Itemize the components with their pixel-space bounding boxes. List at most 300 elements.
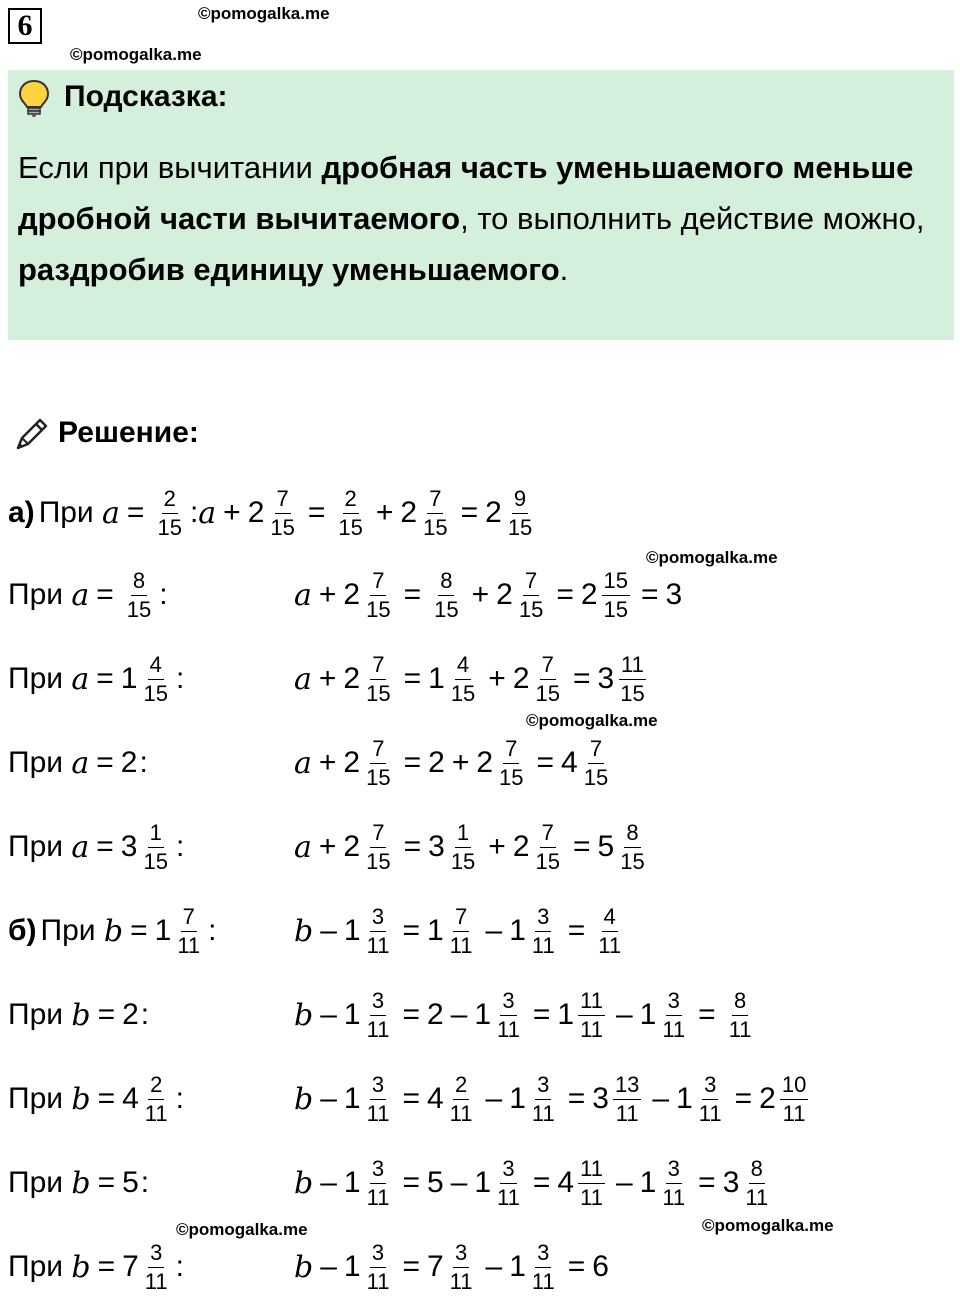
numerator: 8 (732, 990, 748, 1016)
denominator: 11 (366, 1100, 390, 1126)
denominator: 15 (450, 680, 476, 706)
denominator: 15 (507, 514, 533, 540)
colon: : (175, 830, 185, 863)
number: 1 (426, 914, 444, 947)
colon: : (175, 1250, 184, 1283)
denominator: 15 (143, 848, 168, 874)
operator: = (460, 496, 479, 529)
colon: : (140, 1166, 150, 1199)
condition-b3 (8, 1064, 184, 1134)
variable: b (103, 913, 124, 949)
numerator: 2 (343, 488, 359, 514)
operator: = (532, 1166, 551, 1199)
operator: = (96, 830, 114, 863)
denominator: 11 (366, 1268, 390, 1294)
variable: b (71, 1081, 91, 1117)
number: 2 (496, 578, 513, 611)
number: 2 (343, 830, 361, 863)
variable: a (71, 661, 90, 697)
number: 2 (476, 746, 494, 779)
denominator: 11 (662, 1184, 686, 1210)
operator: = (97, 1082, 116, 1115)
number: 4 (557, 1166, 575, 1199)
operator: = (402, 1166, 420, 1199)
operator: + (318, 578, 337, 611)
operator: – (320, 1082, 337, 1115)
number: 6 (592, 1250, 609, 1283)
number: 1 (343, 1082, 361, 1115)
operator: – (320, 1166, 337, 1199)
fraction (517, 567, 545, 622)
number: 2 (485, 496, 502, 529)
denominator: 15 (499, 764, 524, 790)
operator: – (320, 1250, 337, 1283)
condition-b4 (8, 1148, 149, 1218)
denominator: 11 (698, 1100, 722, 1126)
operator: = (698, 998, 716, 1031)
task-number: 6 (8, 8, 42, 44)
numerator: 2 (148, 1074, 164, 1100)
number: 1 (639, 998, 657, 1031)
number: 2 (247, 496, 265, 529)
denominator: 11 (497, 1016, 520, 1042)
fraction (727, 987, 754, 1042)
fraction (364, 735, 392, 790)
operator: + (488, 830, 506, 863)
operator: = (97, 1250, 116, 1283)
operator: – (450, 998, 468, 1031)
number: 1 (509, 914, 526, 947)
number: 1 (509, 1082, 526, 1115)
numerator: 11 (619, 654, 646, 680)
number: 1 (343, 1166, 361, 1199)
operator: = (403, 662, 422, 695)
operator: = (130, 914, 148, 947)
operator: = (567, 914, 586, 947)
denominator: 11 (366, 1016, 390, 1042)
denominator: 15 (434, 596, 459, 622)
denominator: 11 (449, 1100, 473, 1126)
denominator: 15 (366, 764, 391, 790)
operator: – (320, 914, 337, 947)
denominator: 15 (423, 514, 448, 540)
number: 1 (557, 998, 575, 1031)
numerator: 4 (148, 654, 164, 680)
numerator: 3 (370, 1242, 386, 1268)
numerator: 3 (370, 1074, 386, 1100)
colon: : (140, 998, 150, 1031)
fraction (660, 987, 687, 1042)
operator: = (536, 746, 555, 779)
denominator: 11 (144, 1268, 168, 1294)
fraction (141, 819, 169, 874)
number: 2 (580, 578, 598, 611)
numerator: 1 (148, 822, 164, 848)
condition-a2 (8, 560, 168, 630)
operator: – (450, 1166, 468, 1199)
numerator: 3 (666, 990, 682, 1016)
operator: + (471, 578, 490, 611)
denominator: 11 (580, 1016, 603, 1042)
variable: b (294, 913, 314, 949)
pri-word: При (8, 830, 72, 863)
denominator: 11 (531, 932, 555, 958)
number: 2 (343, 662, 361, 695)
colon: : (208, 914, 217, 947)
denominator: 15 (450, 848, 476, 874)
colon: : (175, 662, 185, 695)
denominator: 15 (518, 596, 544, 622)
colon: : (139, 746, 148, 779)
numerator: 7 (181, 906, 197, 932)
expression-a5 (294, 812, 651, 882)
denominator: 15 (620, 848, 645, 874)
denominator: 11 (782, 1100, 806, 1126)
variable: a (294, 577, 312, 613)
pri-word: При (8, 1166, 72, 1199)
variable: b (294, 1249, 314, 1285)
numerator: 8 (438, 570, 454, 596)
numerator: 8 (749, 1158, 765, 1184)
fraction (365, 903, 392, 958)
fraction (364, 651, 392, 706)
number: 1 (474, 1166, 492, 1199)
fraction (143, 1071, 170, 1126)
numerator: 7 (503, 738, 519, 764)
fraction (596, 903, 623, 958)
variable: a (71, 577, 90, 613)
variable: b (71, 997, 91, 1033)
fraction (780, 1071, 808, 1126)
pri-word: При (8, 578, 72, 611)
operator: + (375, 496, 394, 529)
variable: b (294, 1081, 314, 1117)
fraction (141, 651, 169, 706)
operator: – (320, 998, 337, 1031)
numerator: 13 (613, 1074, 641, 1100)
operator: = (556, 578, 574, 611)
number: 1 (154, 914, 172, 947)
operator: + (318, 830, 337, 863)
expression-b1 (294, 896, 627, 966)
denominator: 11 (662, 1016, 686, 1042)
fraction (743, 1155, 770, 1210)
operator: = (573, 662, 591, 695)
denominator: 15 (620, 680, 645, 706)
variable: a (71, 829, 90, 865)
operator: + (488, 662, 506, 695)
numerator: 4 (455, 654, 471, 680)
number: 5 (426, 1166, 444, 1199)
number: 3 (722, 1166, 740, 1199)
fraction (697, 1071, 724, 1126)
denominator: 15 (583, 764, 609, 790)
denominator: 11 (449, 932, 473, 958)
fraction (448, 1239, 475, 1294)
number: 1 (676, 1082, 693, 1115)
numerator: 7 (370, 570, 386, 596)
variable: b (294, 997, 314, 1033)
numerator: 7 (588, 738, 604, 764)
numerator: 7 (427, 488, 443, 514)
operator: = (532, 998, 551, 1031)
operator: + (318, 746, 337, 779)
denominator: 15 (126, 596, 152, 622)
number: 3 (120, 830, 138, 863)
operator: + (223, 496, 241, 529)
condition-b5 (8, 1232, 184, 1302)
denominator: 11 (580, 1184, 603, 1210)
operator: = (402, 914, 420, 947)
denominator: 15 (603, 596, 629, 622)
hint-text: Если при вычитании дробная часть уменьшаемого меньше дробной части вычитаемого, то выполнить действие можно, раздробив единицу уменьшаемого. (18, 150, 925, 287)
denominator: 11 (598, 932, 622, 958)
number: 5 (122, 1166, 139, 1199)
operator: = (307, 496, 326, 529)
fraction (618, 651, 646, 706)
operator: = (97, 998, 116, 1031)
variable: a (294, 745, 312, 781)
pri-word: При (38, 496, 103, 529)
colon: : (175, 1082, 184, 1115)
operator: = (97, 1166, 116, 1199)
numerator: 7 (453, 906, 469, 932)
numerator: 7 (540, 654, 556, 680)
numerator: 3 (370, 906, 386, 932)
fraction (582, 735, 610, 790)
number: 7 (122, 1250, 139, 1283)
number: 1 (343, 914, 361, 947)
fraction (660, 1155, 687, 1210)
fraction (143, 1239, 170, 1294)
numerator: 7 (523, 570, 539, 596)
fraction (336, 485, 364, 540)
number: 1 (474, 998, 492, 1031)
operator: – (615, 998, 633, 1031)
denominator: 15 (366, 848, 391, 874)
numerator: 3 (702, 1074, 718, 1100)
watermark: ©pomogalka.me (176, 1220, 308, 1239)
numerator: 2 (162, 488, 178, 514)
expression-a3 (294, 644, 651, 714)
fraction (365, 1155, 392, 1210)
operator: – (615, 1166, 633, 1199)
operator: = (96, 578, 114, 611)
operator: = (403, 830, 422, 863)
operator: + (451, 746, 470, 779)
fraction (448, 1071, 475, 1126)
operator: = (402, 998, 420, 1031)
numerator: 7 (275, 488, 291, 514)
condition-a1 (8, 478, 538, 548)
pri-word: При (8, 1082, 72, 1115)
watermark: ©pomogalka.me (198, 4, 330, 23)
numerator: 3 (500, 990, 516, 1016)
denominator: 11 (449, 1268, 473, 1294)
number: 2 (343, 746, 361, 779)
number: 3 (592, 1082, 609, 1115)
operator: – (485, 1082, 503, 1115)
fraction (365, 1239, 392, 1294)
numerator: 10 (780, 1074, 808, 1100)
number: 2 (512, 830, 530, 863)
fraction (578, 1155, 605, 1210)
operator: = (96, 746, 114, 779)
condition-a5 (8, 812, 184, 882)
operator: = (403, 578, 422, 611)
expression-b5 (294, 1232, 609, 1302)
numerator: 3 (370, 1158, 386, 1184)
fraction (613, 1071, 641, 1126)
numerator: 11 (578, 990, 605, 1016)
fraction (365, 987, 392, 1042)
numerator: 11 (578, 1158, 605, 1184)
denominator: 15 (157, 514, 182, 540)
watermark: ©pomogalka.me (646, 548, 778, 567)
fraction (497, 735, 525, 790)
numerator: 7 (370, 654, 386, 680)
numerator: 3 (148, 1242, 164, 1268)
part-label: а) (8, 496, 35, 529)
denominator: 11 (366, 1184, 390, 1210)
denominator: 11 (144, 1100, 168, 1126)
part-label: б) (8, 914, 37, 947)
numerator: 3 (370, 990, 386, 1016)
lightbulb-icon (16, 78, 52, 118)
variable: a (71, 745, 90, 781)
numerator: 7 (370, 738, 386, 764)
operator: = (567, 1250, 586, 1283)
pri-word: При (8, 1250, 72, 1283)
operator: = (698, 1166, 716, 1199)
denominator: 11 (531, 1268, 555, 1294)
denominator: 15 (535, 848, 560, 874)
denominator: 15 (535, 680, 560, 706)
expression-b3 (294, 1064, 812, 1134)
fraction (365, 1071, 392, 1126)
operator: = (403, 746, 422, 779)
colon: : (159, 578, 168, 611)
expression-b4 (294, 1148, 774, 1218)
condition-a4 (8, 728, 148, 798)
fraction (495, 1155, 522, 1210)
watermark: ©pomogalka.me (70, 45, 202, 64)
fraction (449, 651, 477, 706)
number: 4 (426, 1082, 444, 1115)
numerator: 3 (535, 1242, 551, 1268)
condition-b2 (8, 980, 149, 1050)
variable: a (198, 495, 217, 531)
numerator: 3 (666, 1158, 682, 1184)
numerator: 7 (370, 822, 386, 848)
denominator: 11 (531, 1100, 555, 1126)
pri-word: При (8, 662, 72, 695)
fraction (421, 485, 449, 540)
condition-b1 (8, 896, 217, 966)
numerator: 15 (602, 570, 630, 596)
expression-a2 (294, 560, 682, 630)
solution-title: Решение: (58, 416, 199, 449)
numerator: 3 (535, 906, 551, 932)
number: 2 (428, 746, 445, 779)
denominator: 15 (366, 596, 391, 622)
pri-word: При (8, 746, 72, 779)
fraction (364, 819, 392, 874)
variable: b (71, 1249, 91, 1285)
number: 5 (597, 830, 615, 863)
number: 1 (343, 1250, 361, 1283)
number: 1 (509, 1250, 526, 1283)
operator: – (652, 1082, 670, 1115)
number: 2 (759, 1082, 776, 1115)
variable: a (294, 661, 312, 697)
fraction (175, 903, 202, 958)
denominator: 11 (177, 932, 201, 958)
denominator: 15 (366, 680, 391, 706)
fraction (448, 903, 475, 958)
numerator: 8 (131, 570, 147, 596)
fraction (530, 903, 557, 958)
number: 3 (665, 578, 683, 611)
numerator: 3 (500, 1158, 516, 1184)
number: 1 (428, 662, 445, 695)
colon: : (189, 496, 199, 529)
number: 3 (597, 662, 615, 695)
pri-word: При (40, 914, 104, 947)
fraction (534, 819, 562, 874)
pri-word: При (8, 998, 72, 1031)
fraction (155, 485, 183, 540)
operator: = (402, 1082, 420, 1115)
operator: + (318, 662, 337, 695)
expression-a4 (294, 728, 614, 798)
denominator: 11 (366, 932, 390, 958)
number: 7 (426, 1250, 444, 1283)
variable: a (294, 829, 312, 865)
denominator: 11 (615, 1100, 639, 1126)
operator: – (485, 1250, 503, 1283)
numerator: 7 (540, 822, 556, 848)
number: 1 (639, 1166, 657, 1199)
variable: a (102, 495, 120, 531)
number: 4 (122, 1082, 139, 1115)
variable: b (294, 1165, 314, 1201)
operator: = (96, 662, 114, 695)
number: 2 (400, 496, 418, 529)
fraction (364, 567, 392, 622)
numerator: 3 (535, 1074, 551, 1100)
denominator: 11 (745, 1184, 769, 1210)
fraction (618, 819, 646, 874)
number: 2 (426, 998, 444, 1031)
watermark: ©pomogalka.me (526, 711, 658, 730)
fraction (534, 651, 562, 706)
operator: = (734, 1082, 753, 1115)
operator: = (641, 578, 659, 611)
fraction (530, 1071, 557, 1126)
number: 4 (561, 746, 578, 779)
operator: – (485, 914, 503, 947)
number: 3 (428, 830, 445, 863)
denominator: 15 (270, 514, 295, 540)
fraction (432, 567, 460, 622)
numerator: 9 (512, 488, 528, 514)
number: 2 (343, 578, 361, 611)
number: 2 (120, 746, 138, 779)
hint-title: Подсказка: (64, 80, 228, 113)
operator: = (573, 830, 591, 863)
denominator: 15 (338, 514, 363, 540)
